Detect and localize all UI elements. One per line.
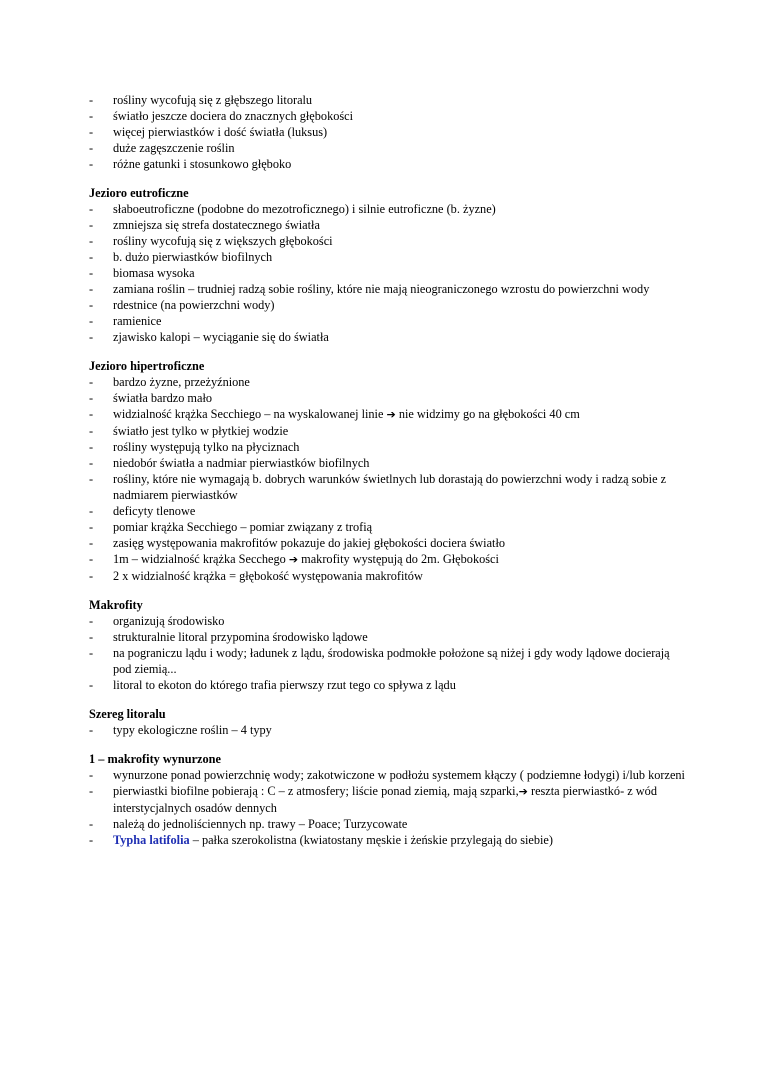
list-item: - rdestnice (na powierzchni wody) (89, 298, 275, 312)
list-item: - rośliny wycofują się z większych głębokości (89, 234, 333, 248)
list-item: - strukturalnie litoral przypomina środowisko lądowe (89, 630, 368, 644)
list-item: - zmniejsza się strefa dostatecznego światła (89, 218, 320, 232)
section-makrofity (89, 597, 689, 693)
section-szereg-litoralu (89, 706, 689, 738)
list-item: - ramienice (89, 314, 162, 328)
section-makrofity-wynurzone (89, 751, 689, 848)
section-heading: Makrofity (89, 598, 143, 612)
arrow-right-icon: ➔ (386, 408, 396, 421)
list-item: - pierwiastki biofilne pobierają : C – z atmosfery; liście ponad ziemią, mają szparki,➔ reszta pierwiastkó- z wód interstycjalnych osadów dennych (89, 784, 657, 815)
list-item: - należą do jednoliściennych np. trawy – Poace; Turzycowate (89, 817, 408, 831)
list-item: - widzialność krążka Secchiego – na wyskalowanej linie ➔ nie widzimy go na głębokości 40 cm (89, 407, 580, 421)
arrow-right-icon: ➔ (518, 785, 528, 798)
section-heading: Szereg litoralu (89, 707, 166, 721)
list-item: - słaboeutroficzne (podobne do mezotroficznego) i silnie eutroficzne (b. żyzne) (89, 202, 496, 216)
list-item: - zamiana roślin – trudniej radzą sobie rośliny, które nie mają nieograniczonego wzrostu do powierzchni wody (89, 282, 650, 296)
list-item: - rośliny, które nie wymagają b. dobrych warunków świetlnych lub dorastają do powierzchni wody i radzą sobie z nadmiarem pierwiastków (89, 472, 667, 502)
list-item: - 1m – widzialność krążka Secchego ➔ makrofity występują do 2m. Głębokości (89, 552, 499, 566)
list-item: - niedobór światła a nadmiar pierwiastków biofilnych (89, 456, 370, 470)
list-item: - światła bardzo mało (89, 391, 213, 405)
list-item: - organizują środowisko (89, 614, 225, 628)
arrow-right-icon: ➔ (288, 553, 299, 566)
list-item: - 2 x widzialność krążka = głębokość występowania makrofitów (89, 569, 423, 583)
list-item: - światło jest tylko w płytkiej wodzie (89, 424, 289, 438)
list-item: - typy ekologiczne roślin – 4 typy (89, 723, 272, 737)
list-item: - litoral to ekoton do którego trafia pierwszy rzut tego co spływa z lądu (89, 678, 456, 692)
list-item: - b. dużo pierwiastków biofilnych (89, 250, 273, 264)
list-item: - światło jeszcze dociera do znacznych głębokości (89, 109, 354, 123)
section-heading: Jezioro eutroficzne (89, 186, 189, 200)
list-item: - różne gatunki i stosunkowo głęboko (89, 157, 292, 171)
section-jezioro-eutroficzne (89, 185, 689, 345)
list-item: - zasięg występowania makrofitów pokazuje do jakiej głębokości dociera światło (89, 536, 506, 550)
section-heading: 1 – makrofity wynurzone (89, 752, 221, 766)
list-item: - zjawisko kalopi – wyciąganie się do światła (89, 330, 329, 344)
list-item: - deficyty tlenowe (89, 504, 196, 518)
section-jezioro-hipertroficzne (89, 358, 689, 584)
list-item: - biomasa wysoka (89, 266, 195, 280)
list-item: - rośliny występują tylko na płyciznach (89, 440, 300, 454)
list-item: - duże zagęszczenie roślin (89, 141, 235, 155)
list-item: - pomiar krążka Secchiego – pomiar związany z trofią (89, 520, 373, 534)
list-item: - rośliny wycofują się z głębszego litoralu (89, 93, 313, 107)
list-item: - więcej pierwiastków i dość światła (luksus) (89, 125, 328, 139)
section-intro-list (89, 92, 689, 172)
section-heading: Jezioro hipertroficzne (89, 359, 205, 373)
list-item: - Typha latifolia – pałka szerokolistna (kwiatostany męskie i żeńskie przylegają do siebie) (89, 833, 553, 847)
list-item: - na pograniczu lądu i wody; ładunek z lądu, środowiska podmokłe położone są niżej i gdy wody lądowe docierają pod ziemią... (89, 646, 670, 676)
species-name: Typha latifolia (113, 833, 190, 847)
list-item: - wynurzone ponad powierzchnię wody; zakotwiczone w podłożu systemem kłączy ( podziemne łodygi) i/lub korzeni (89, 768, 685, 782)
list-item: - bardzo żyzne, przeżyźnione (89, 375, 250, 389)
document-content (89, 92, 689, 848)
